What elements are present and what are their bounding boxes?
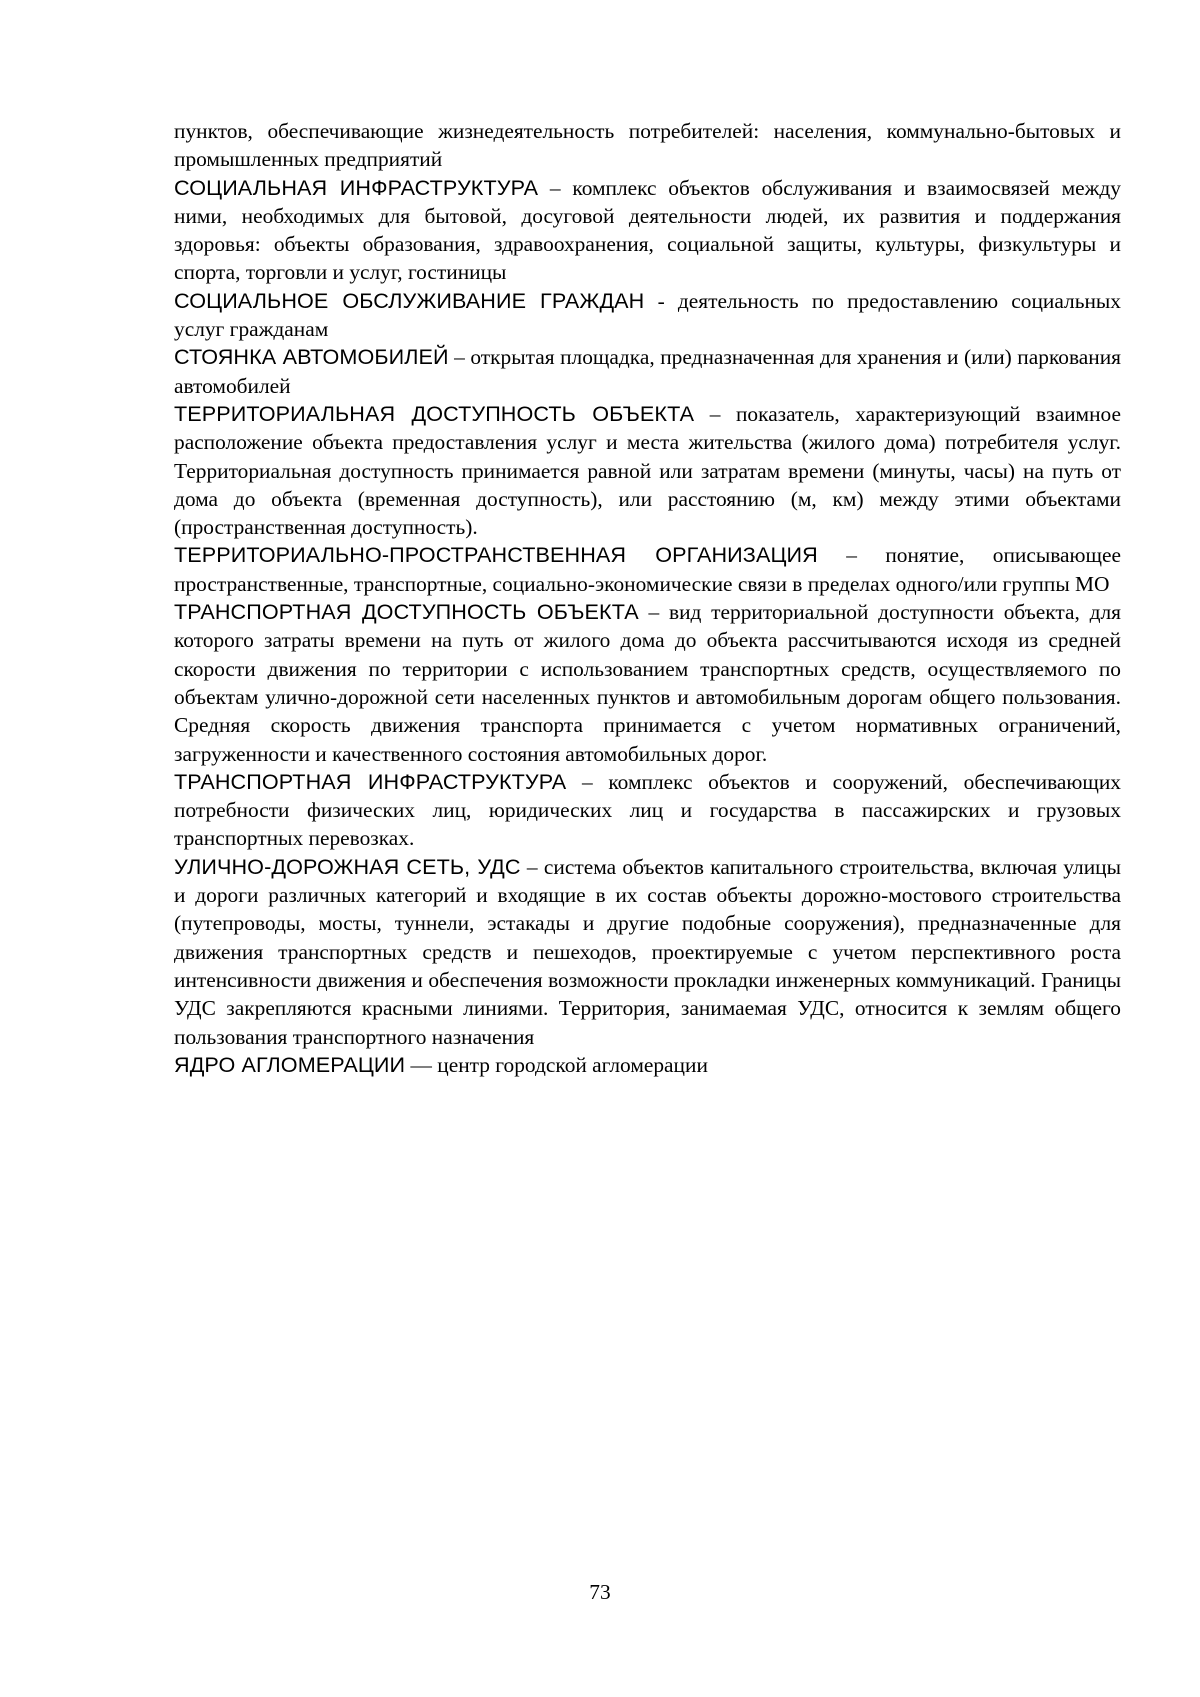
glossary-definition: – вид территориальной доступности объекта, для которого затраты времени на путь от жилого дома до объекта рассчитываются исходя из средней скорости движения по территории с использованием транспортных средств, осуществляемого по объектам улично-дорожной сети населенных пунктов и автомобильным дорогам общего пользования. Средняя скорость движения транспорта принимается с учетом нормативных ограничений, загруженности и качественного состояния автомобильных дорог. [174, 600, 1121, 766]
intro-paragraph: пунктов, обеспечивающие жизнедеятельность потребителей: населения, коммунально-бытовых и промышленных предприятий [174, 119, 1121, 172]
glossary-term: ТЕРРИТОРИАЛЬНАЯ ДОСТУПНОСТЬ ОБЪЕКТА [174, 400, 695, 426]
glossary-entry-social-service [174, 287, 1121, 344]
glossary-text-block [174, 117, 1121, 1079]
glossary-entry-street-road-network [174, 853, 1121, 1051]
glossary-entry-territorial-accessibility [174, 400, 1121, 541]
glossary-term: ТРАНСПОРТНАЯ ИНФРАСТРУКТУРА [174, 768, 567, 794]
glossary-definition: – комплекс объектов и сооружений, обеспечивающих потребности физических лиц, юридических лиц и государства в пассажирских и грузовых транспортных перевозках. [174, 769, 1121, 851]
glossary-term: СТОЯНКА АВТОМОБИЛЕЙ [174, 344, 449, 370]
glossary-definition: – комплекс объектов обслуживания и взаимосвязей между ними, необходимых для бытовой, досуговой деятельности людей, их развития и поддержания здоровья: объекты образования, здравоохранения, социальной защиты, культуры, физкультуры и спорта, торговли и услуг, гостиницы [174, 175, 1122, 285]
glossary-entry-transport-accessibility [174, 598, 1121, 768]
glossary-definition: — центр городской агломерации [405, 1052, 708, 1077]
page-number: 73 [589, 1580, 611, 1604]
glossary-term: ТРАНСПОРТНАЯ ДОСТУПНОСТЬ ОБЪЕКТА [174, 599, 639, 625]
glossary-term: ЯДРО АГЛОМЕРАЦИИ [174, 1051, 406, 1077]
glossary-entry-transport-infrastructure [174, 768, 1121, 853]
glossary-entry-social-infrastructure [174, 174, 1121, 287]
glossary-entry-agglomeration-core [174, 1051, 1121, 1079]
glossary-term: СОЦИАЛЬНОЕ ОБСЛУЖИВАНИЕ ГРАЖДАН [174, 287, 645, 313]
glossary-definition: – понятие, описывающее пространственные, транспортные, социально-экономические связи в пределах одного/или группы МО [174, 543, 1121, 596]
glossary-term: СОЦИАЛЬНАЯ ИНФРАСТРУКТУРА [174, 174, 539, 200]
glossary-term: ТЕРРИТОРИАЛЬНО-ПРОСТРАНСТВЕННАЯ ОРГАНИЗАЦИЯ [174, 542, 818, 568]
glossary-definition: – открытая площадка, предназначенная для хранения и (или) паркования автомобилей [174, 345, 1121, 398]
glossary-definition: – система объектов капитального строительства, включая улицы и дороги различных категорий и входящие в их состав объекты дорожно-мостового строительства (путепроводы, мосты, туннели, эстакады и другие подобные сооружения), предназначенные для движения транспортных средств и пешеходов, проектируемые с учетом перспективного роста интенсивности движения и обеспечения возможности прокладки инженерных коммуникаций. Границы УДС закрепляются красными линиями. Территория, занимаемая УДС, относится к землям общего пользования транспортного назначения [174, 854, 1121, 1049]
glossary-definition: – показатель, характеризующий взаимное расположение объекта предоставления услуг и места жительства (жилого дома) потребителя услуг. Территориальная доступность принимается равной или затратам времени (минуты, часы) на путь от дома до объекта (временная доступность), или расстоянию (м, км) между этими объектами (пространственная доступность). [174, 401, 1121, 540]
glossary-term: УЛИЧНО-ДОРОЖНАЯ СЕТЬ, УДС [174, 853, 521, 879]
glossary-definition: - деятельность по предоставлению социальных услуг гражданам [174, 288, 1121, 342]
glossary-entry-parking [174, 343, 1121, 400]
glossary-entry-spatial-organization [174, 541, 1121, 598]
